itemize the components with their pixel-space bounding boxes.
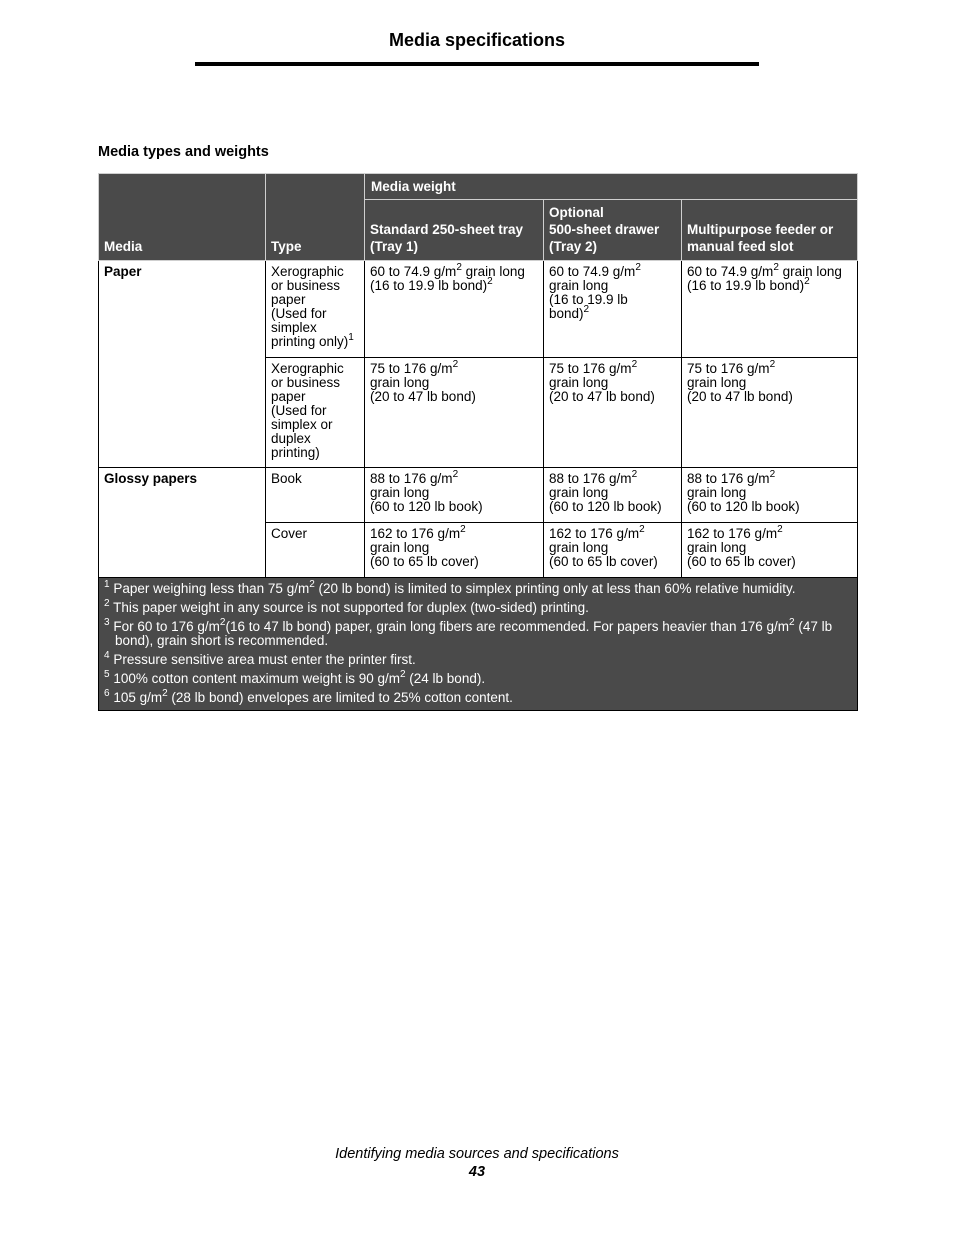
table-row — [99, 358, 858, 468]
footnote: $^5$ 100% cotton content maximum weight is 90 $g/m^2$ (24 lb bond). — [104, 669, 486, 686]
header-type: Type — [266, 174, 365, 261]
tray2-cell: 60 to 74.9 $g/m^2$ grain long (16 to 19.9 lb bond)$^2$ — [544, 261, 682, 358]
media-weights-table — [98, 173, 858, 711]
table-row — [99, 468, 858, 523]
type-cell: Xerographic or business paper (Used for simplex or duplex printing) — [266, 358, 365, 468]
multipurpose-feeder-cell: 60 to 74.9 $g/m^2$ grain long (16 to 19.9 lb bond)$^2$ — [682, 261, 858, 358]
media-cell-empty — [99, 523, 266, 578]
header-media-weight: Media weight — [365, 174, 858, 200]
tray1-cell: 60 to 74.9 $g/m^2$ grain long (16 to 19.9 lb bond)$^2$ — [365, 261, 544, 358]
multipurpose-feeder-cell: 162 to 176 $g/m^2$ grain long (60 to 65 lb cover) — [682, 523, 858, 578]
header-multipurpose-feeder: Multipurpose feeder or manual feed slot — [682, 200, 858, 261]
footnote: $^1$ Paper weighing less than 75 $g/m^2$ (20 lb bond) is limited to simplex printing only at less than 60% relative humidity. — [104, 579, 796, 596]
footnote: $^3$ For 60 to 176 $g/m^2(16$ to 47 lb bond) paper, grain long fibers are recommended. For papers heavier than 176 $g/m^2$ (47 lb bond), grain short is recommended. — [104, 617, 833, 648]
multipurpose-feeder-cell: 75 to 176 $g/m^2$ grain long (20 to 47 lb bond) — [682, 358, 858, 468]
media-cell-empty — [99, 358, 266, 468]
tray1-cell: 162 to 176 $g/m^2$ grain long (60 to 65 lb cover) — [365, 523, 544, 578]
header-tray1: Standard 250-sheet tray (Tray 1) — [365, 200, 544, 261]
header-media: Media — [99, 174, 266, 261]
section-title: Media types and weights — [98, 144, 269, 160]
type-cell: Book — [266, 468, 365, 523]
footnotes — [99, 578, 858, 711]
table-row — [99, 261, 858, 358]
header-rule — [195, 62, 759, 66]
page-footer — [0, 1145, 954, 1181]
page-title: Media specifications — [388, 30, 566, 50]
multipurpose-feeder-cell: 88 to 176 $g/m^2$ grain long (60 to 120 lb book) — [682, 468, 858, 523]
page-number: 43 — [468, 1164, 486, 1180]
tray2-cell: 162 to 176 $g/m^2$ grain long (60 to 65 lb cover) — [544, 523, 682, 578]
footnote: $^2$ This paper weight in any source is not supported for duplex (two-sided) printing. — [104, 598, 589, 615]
media-cell: Glossy papers — [99, 468, 266, 523]
tray2-cell: 75 to 176 $g/m^2$ grain long (20 to 47 lb bond) — [544, 358, 682, 468]
table-row — [99, 523, 858, 578]
footnotes-row — [99, 578, 858, 711]
tray2-cell: 88 to 176 $g/m^2$ grain long (60 to 120 lb book) — [544, 468, 682, 523]
type-cell: Cover — [266, 523, 365, 578]
tray1-cell: 88 to 176 $g/m^2$ grain long (60 to 120 lb book) — [365, 468, 544, 523]
footnote: $^6$ 105 $g/m^2$ (28 lb bond) envelopes are limited to 25% cotton content. — [104, 688, 513, 705]
media-cell: Paper — [99, 261, 266, 358]
footnote: $^4$ Pressure sensitive area must enter the printer first. — [104, 650, 416, 667]
header-tray2: Optional 500-sheet drawer (Tray 2) — [544, 200, 682, 261]
type-cell: Xerographic or business paper (Used for simplex printing only)$^1$ — [266, 261, 365, 358]
tray1-cell: 75 to 176 $g/m^2$ grain long (20 to 47 lb bond) — [365, 358, 544, 468]
footer-chapter-title: Identifying media sources and specifications — [335, 1146, 619, 1162]
